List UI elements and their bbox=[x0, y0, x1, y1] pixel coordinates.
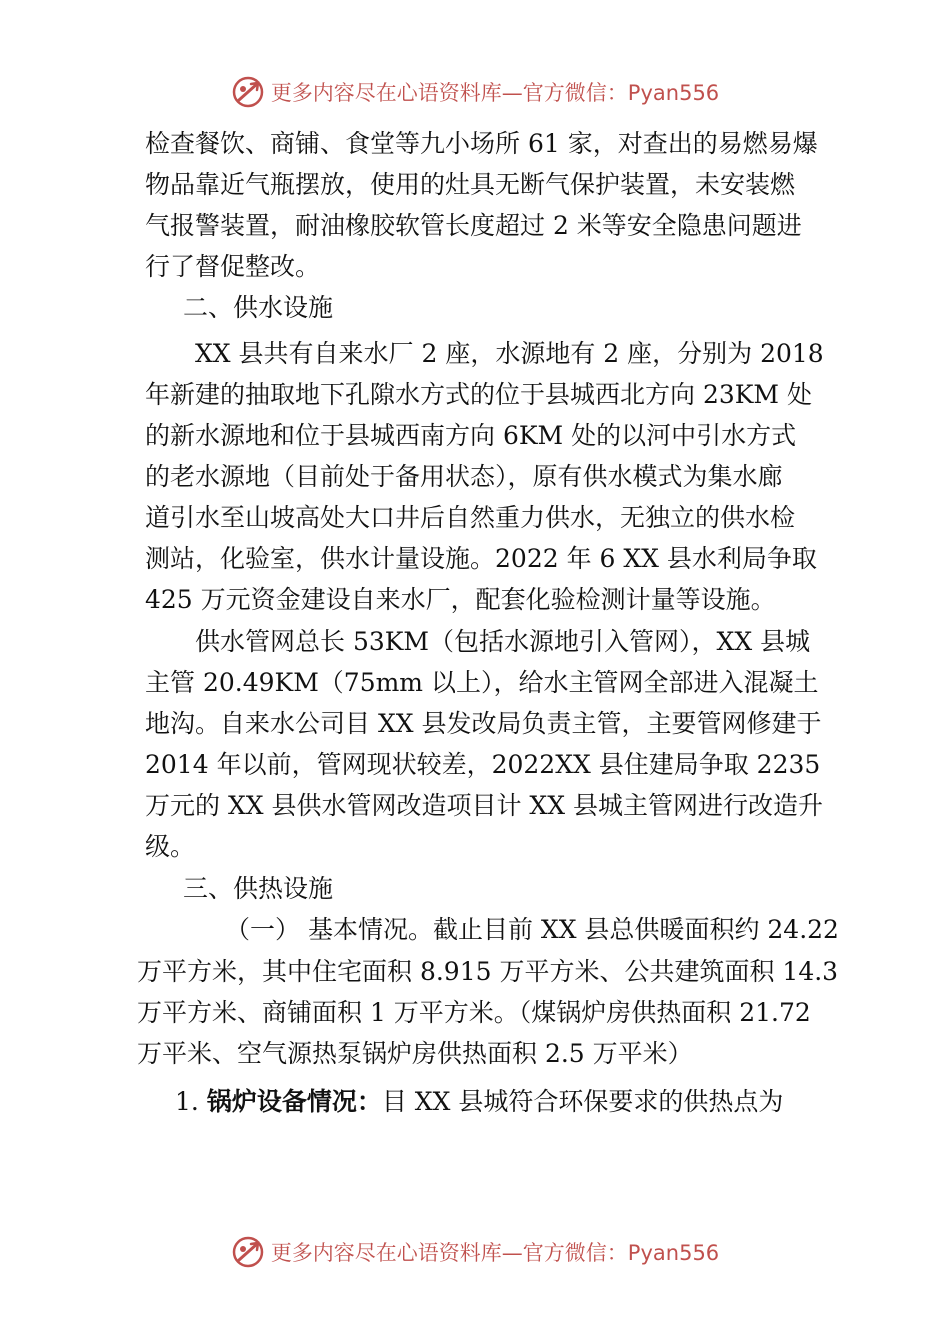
list-item-text: 目 XX 县城符合环保要求的供热点为 bbox=[381, 1087, 784, 1116]
paragraph-line: （一） 基本情况。截止目前 XX 县总供暖面积约 24.22 bbox=[225, 915, 839, 944]
paragraph-line: 的新水源地和位于县城西南方向 6KM 处的以河中引水方式 bbox=[145, 421, 797, 450]
section-heading: 二、供水设施 bbox=[183, 293, 334, 322]
watermark-logo-icon bbox=[231, 75, 265, 109]
paragraph-line: 地沟。自来水公司目 XX 县发改局负责主管，主要管网修建于 bbox=[145, 709, 822, 738]
paragraph-line: 万平方米、商铺面积 1 万平方米。（煤锅炉房供热面积 21.72 bbox=[137, 998, 811, 1027]
paragraph-line: 主管 20.49KM（75mm 以上），给水主管网全部进入混凝土 bbox=[145, 668, 819, 697]
watermark-text: 更多内容尽在心语资料库—官方微信：Pyan556 bbox=[270, 1241, 720, 1265]
paragraph-line: 测站，化验室，供水计量设施。2022 年 6 XX 县水利局争取 bbox=[145, 544, 817, 573]
watermark-text: 更多内容尽在心语资料库—官方微信：Pyan556 bbox=[270, 81, 720, 105]
paragraph-line: 万元的 XX 县供水管网改造项目计 XX 县城主管网进行改造升 bbox=[145, 791, 823, 820]
paragraph-line: 的老水源地（目前处于备用状态），原有供水模式为集水廊 bbox=[145, 462, 783, 491]
list-item-number: 1. bbox=[175, 1087, 199, 1116]
paragraph-line: 供水管网总长 53KM（包括水源地引入管网），XX 县城 bbox=[195, 627, 811, 656]
paragraph-line: 行了督促整改。 bbox=[145, 252, 321, 281]
paragraph-line: 检查餐饮、商铺、食堂等九小场所 61 家，对查出的易燃易爆 bbox=[145, 129, 818, 158]
paragraph-line: 2014 年以前，管网现状较差，2022XX 县住建局争取 2235 bbox=[145, 750, 821, 779]
paragraph-line: 级。 bbox=[145, 832, 196, 861]
section-heading: 三、供热设施 bbox=[183, 874, 334, 903]
paragraph-line: 道引水至山坡高处大口井后自然重力供水，无独立的供水检 bbox=[145, 503, 796, 532]
paragraph-line: 物品靠近气瓶摆放，使用的灶具无断气保护装置，未安装燃 bbox=[145, 170, 796, 199]
paragraph-line: 气报警装置，耐油橡胶软管长度超过 2 米等安全隐患问题进 bbox=[145, 211, 802, 240]
paragraph-line: 年新建的抽取地下孔隙水方式的位于县城西北方向 23KM 处 bbox=[145, 380, 812, 409]
paragraph-line: XX 县共有自来水厂 2 座，水源地有 2 座，分别为 2018 bbox=[195, 339, 824, 368]
list-item-bold-label: 锅炉设备情况： bbox=[206, 1087, 382, 1116]
footer-watermark bbox=[0, 1230, 950, 1274]
list-item bbox=[175, 1082, 783, 1122]
paragraph-line: 万平米、空气源热泵锅炉房供热面积 2.5 万平米） bbox=[137, 1039, 693, 1068]
header-watermark bbox=[0, 70, 950, 114]
watermark-logo-icon bbox=[231, 1235, 265, 1269]
paragraph-line: 425 万元资金建设自来水厂，配套化验检测计量等设施。 bbox=[145, 585, 776, 614]
paragraph-line: 万平方米，其中住宅面积 8.915 万平方米、公共建筑面积 14.3 bbox=[137, 957, 839, 986]
